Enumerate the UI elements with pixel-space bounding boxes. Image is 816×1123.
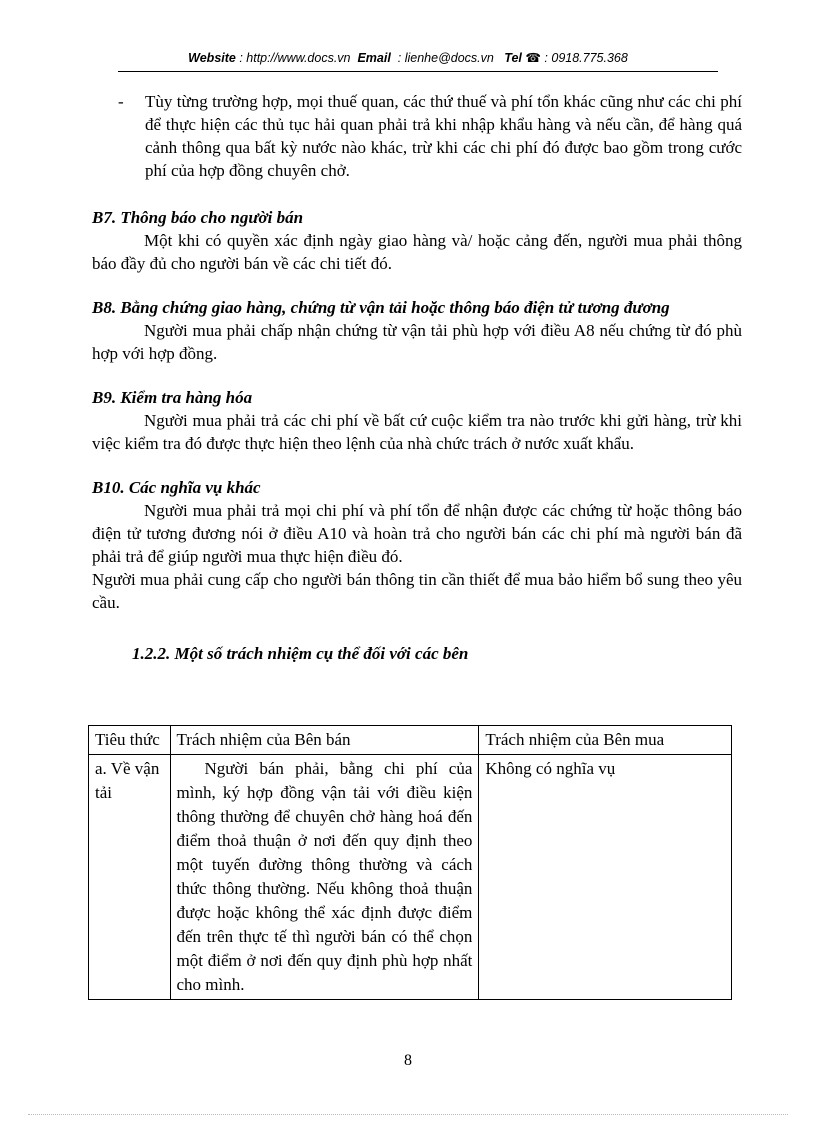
row-buyer: Không có nghĩa vụ [479, 755, 732, 1000]
website-label: Website [188, 51, 236, 65]
responsibility-table [88, 725, 732, 1000]
header-criterion: Tiêu thức [89, 726, 171, 755]
table-header-row [89, 726, 732, 755]
email-value: : lienhe@docs.vn [397, 51, 494, 65]
section-title-b9: B9. Kiểm tra hàng hóa [92, 388, 253, 407]
section-body-b9: Người mua phải trả các chi phí về bất cứ cuộc kiểm tra nào trước khi gửi hàng, trừ khi việc kiểm tra đó được thực hiện theo lệnh của nhà chức trách ở nước xuất khẩu. [92, 411, 742, 453]
table-row [89, 755, 732, 1000]
bullet-text: Tùy từng trường hợp, mọi thuế quan, các thứ thuế và phí tổn khác cũng như các chi phí để thực hiện các thủ tục hải quan phải trả khi nhập khẩu hàng và nếu cần, để hàng quá cảnh thông qua bất kỳ nước nào khác, trừ khi các chi phí đó được bao gồm trong cước phí của hợp đồng chuyên chở. [145, 92, 742, 180]
section-title-b7: B7. Thông báo cho người bán [92, 208, 304, 227]
section-body-b10-extra: Người mua phải cung cấp cho người bán thông tin cần thiết để mua bảo hiểm bổ sung theo yêu cầu. [92, 570, 742, 612]
bullet-item [92, 90, 742, 182]
subsection-title: 1.2.2. Một số trách nhiệm cụ thể đối với các bên [132, 644, 469, 663]
row-seller: Người bán phải, bằng chi phí của mình, ký hợp đồng vận tải với điều kiện thông thường để chuyên chở hàng hoá đến điểm thoả thuận ở nơi đến quy định theo một tuyến đường thông thường và cách thức thông thường. Nếu không thoả thuận được hoặc không thể xác định được điểm đến trên thực tế thì người bán có thể chọn một điểm ở nơi đến quy định phù hợp nhất cho mình. [170, 755, 479, 1000]
row-criterion: a. Về vận tải [89, 755, 171, 1000]
header-divider [118, 71, 718, 72]
bullet-dash: - [118, 92, 124, 111]
website-value: : http://www.docs.vn [239, 51, 351, 65]
section-body-b7: Một khi có quyền xác định ngày giao hàng và/ hoặc cảng đến, người mua phải thông báo đầy đủ cho người bán về các chi tiết đó. [92, 231, 742, 273]
page-header [0, 50, 816, 65]
section-body-b8: Người mua phải chấp nhận chứng từ vận tải phù hợp với điều A8 nếu chứng từ đó phù hợp với hợp đồng. [92, 321, 742, 363]
section-body-b10: Người mua phải trả mọi chi phí và phí tổn để nhận được các chứng từ hoặc thông báo điện tử tương đương nói ở điều A10 và hoàn trả cho người bán các chi phí mà người bán đã phải trả để giúp người mua thực hiện điều đó. [92, 501, 742, 566]
header-seller: Trách nhiệm của Bên bán [170, 726, 479, 755]
tel-value: ☎ : 0918.775.368 [525, 51, 628, 65]
page-number: 8 [404, 1052, 412, 1069]
tel-label: Tel [504, 51, 522, 65]
document-body [92, 90, 742, 665]
section-title-b8: B8. Bằng chứng giao hàng, chứng từ vận tải hoặc thông báo điện tử tương đương [92, 298, 670, 317]
footer-divider [28, 1114, 788, 1115]
section-title-b10: B10. Các nghĩa vụ khác [92, 478, 261, 497]
email-label: Email [357, 51, 391, 65]
header-buyer: Trách nhiệm của Bên mua [479, 726, 732, 755]
